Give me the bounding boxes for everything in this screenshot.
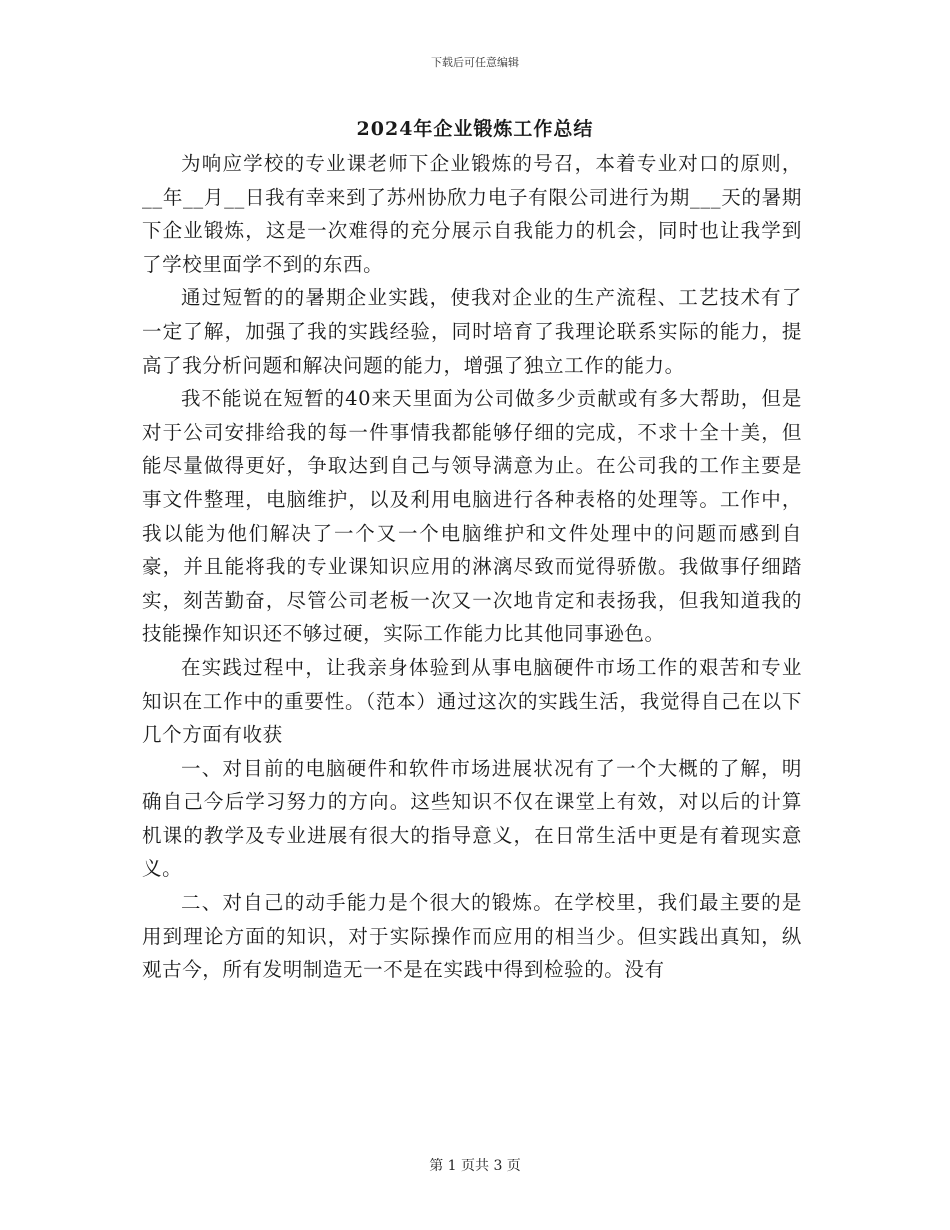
paragraph-5: 一、对目前的电脑硬件和软件市场进展状况有了一个大概的了解，明确自己今后学习努力的方向。这些知识不仅在课堂上有效，对以后的计算机课的教学及专业进展有很大的指导意义，在日常生活中更是有着现实意义。 — [142, 756, 802, 881]
header-note: 下载后可任意编辑 — [431, 56, 519, 69]
paragraph-3: 我不能说在短暂的40来天里面为公司做多少贡献或有多大帮助，但是对于公司安排给我的每一件事情我都能够仔细的完成，不求十全十美，但能尽量做得更好，争取达到自己与领导满意为止。在公司我的工作主要是事文件整理，电脑维护，以及利用电脑进行各种表格的处理等。工作中，我以能为他们解决了一个又一个电脑维护和文件处理中的问题而感到自豪，并且能将我的专业课知识应用的淋漓尽致而觉得骄傲。我做事仔细踏实，刻苦勤奋，尽管公司老板一次又一次地肯定和表扬我，但我知道我的技能操作知识还不够过硬，实际工作能力比其他同事逊色。 — [142, 387, 802, 646]
document-body — [142, 147, 802, 987]
paragraph-4: 在实践过程中，让我亲身体验到从事电脑硬件市场工作的艰苦和专业知识在工作中的重要性。（范本）通过这次的实践生活，我觉得自己在以下几个方面有收获 — [142, 655, 802, 747]
page-footer: 第 1 页共 3 页 — [429, 1158, 521, 1174]
document-title: 2024年企业锻炼工作总结 — [356, 118, 594, 140]
paragraph-2: 通过短暂的的暑期企业实践，使我对企业的生产流程、工艺技术有了一定了解，加强了我的实践经验，同时培育了我理论联系实际的能力，提高了我分析问题和解决问题的能力，增强了独立工作的能力。 — [142, 286, 802, 377]
paragraph-1: 为响应学校的专业课老师下企业锻炼的号召，本着专业对口的原则，__年__月__日我有幸来到了苏州协欣力电子有限公司进行为期___天的暑期下企业锻炼，这是一次难得的充分展示自我能力的机会，同时也让我学到了学校里面学不到的东西。 — [142, 152, 802, 276]
paragraph-6: 二、对自己的动手能力是个很大的锻炼。在学校里，我们最主要的是用到理论方面的知识，对于实际操作而应用的相当少。但实践出真知，纵观古今，所有发明制造无一不是在实践中得到检验的。没有 — [142, 891, 802, 982]
